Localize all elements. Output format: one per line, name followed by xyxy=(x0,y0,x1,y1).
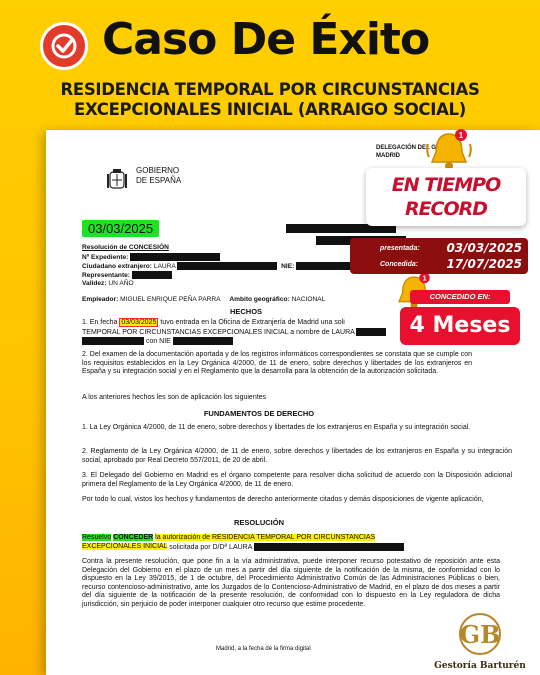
concedido-badge xyxy=(400,290,520,346)
deleg-line1: DELEGACIÓN DEL G xyxy=(376,145,436,151)
coat-of-arms-icon xyxy=(106,168,128,192)
government-label xyxy=(136,166,181,186)
hecho-1: 1. En fecha 03/03/2025 tuvo entrada en la Oficina de Extranjería de Madrid una soli TEMPORAL POR CIRCUNSTANCIAS EXCEPCIONALES INICIAL a nombre de LAURA con NIE xyxy=(82,319,472,346)
resuelvo-paragraph: Resuelvo CONCEDER la autorización de RESIDENCIA TEMPORAL POR CIRCUNSTANCIAS EXCEPCIONALES INICIAL solicitada por D/Dª LAURA xyxy=(82,534,512,552)
expediente-row: Nº Expediente: xyxy=(82,253,220,262)
document-footer: Madrid, a la fecha de la firma digital xyxy=(216,646,311,652)
hero-title: Caso De Éxito xyxy=(102,14,430,65)
record-line1: EN TIEMPO xyxy=(391,174,501,196)
meses-value: 4 Meses xyxy=(400,307,520,345)
dates-box xyxy=(350,238,528,274)
bell-badge: 1 xyxy=(422,275,427,283)
recurso-paragraph: Contra la presente resolución, que pone fin a la vía administrativa, puede interponer recurso potestativo de reposición ante esta Delegación del Gobierno en el plazo de un mes a partir del día siguiente de la notificación de la misma, de conformidad con lo dispuesto en la Ley 39/2015, de 1 de octubre, del Procedimiento Administrativo Común de las Administraciones Públicas o bien, recurso contencioso-administrativo, ante los Juzgados de lo Contencioso-Administrativo de Madrid, en el plazo de dos meses a partir del día siguiente de la notificación de la presente resolución, de conformidad con lo dispuesto en la Ley reguladora de dicha jurisdicción, sin perjuicio de poder interponer cualquier otro recurso que estime procedente. xyxy=(82,558,500,608)
hero-subtitle-line2: EXCEPCIONALES INICIAL (ARRAIGO SOCIAL) xyxy=(73,100,467,119)
highlighted-date: 03/03/2025 xyxy=(82,220,159,237)
gov-line1: GOBIERNO xyxy=(136,166,180,175)
fundamento-2: 2. Reglamento de la Ley Orgánica 4/2000, de 11 de enero, sobre derechos y libertades de los extranjeros en España y su integración social, aprobado por Real Decreto 557/2011, de 20 de abril. xyxy=(82,448,512,464)
svg-text:GB: GB xyxy=(459,620,501,649)
fundamento-1: 1. La Ley Orgánica 4/2000, de 11 de enero, sobre derechos y libertades de los extranjeros en España y su integración social. xyxy=(82,424,471,431)
bell-badge: 1 xyxy=(458,131,464,140)
hero-banner xyxy=(0,0,540,130)
ciudadano-row: Ciudadano extranjero: LAURA NIE: xyxy=(82,262,356,271)
hechos-title: HECHOS xyxy=(229,307,263,316)
hero-subtitle-line1: RESIDENCIA TEMPORAL POR CIRCUNSTANCIAS xyxy=(60,80,480,99)
fundamentos-close: Por todo lo cual, vistos los hechos y fundamentos de derecho anteriormente citados y demás disposiciones de vigente aplicación, xyxy=(82,496,484,503)
record-line2: RECORD xyxy=(404,198,488,220)
company-name: Gestoría Barturén xyxy=(434,661,526,671)
resolution-label: Resolución de CONCESIÓN xyxy=(82,244,169,251)
representante-row: Representante: xyxy=(82,271,172,280)
deleg-line2: MADRID xyxy=(376,153,400,159)
resolucion-title: RESOLUCIÓN xyxy=(233,518,284,527)
hecho-2: 2. Del examen de la documentación aportada y de los registros informáticos correspondientes se constata que se cumple con los requisitos establecidos en la Ley Orgánica 4/2000, de 11 de enero, sobre derechos y libertades de los extranjeros en España y su integración social y en el Reglamento que la desarrolla para la obtención de la autorización solicitada. xyxy=(82,351,472,376)
presentada-row: presentada: 03/03/2025 xyxy=(380,241,522,255)
concedida-row: Concedida: 17/07/2025 xyxy=(380,257,522,271)
fundamentos-title: FUNDAMENTOS DE DERECHO xyxy=(203,409,315,418)
check-circle-icon xyxy=(40,22,88,70)
concedido-caption: CONCEDIDO EN: xyxy=(410,290,510,304)
company-logo xyxy=(430,612,530,672)
record-badge xyxy=(366,168,526,226)
fundamento-3: 3. El Delegado del Gobierno en Madrid es el órgano competente para resolver dicha solicitud de acuerdo con la Disposición adicional primera del Reglamento de la Ley Orgánica 4/2000, de 11 de enero. xyxy=(82,472,512,488)
hechos-note: A los anteriores hechos les son de aplicación los siguientes xyxy=(82,394,267,401)
validez-row: Validez: UN AÑO xyxy=(82,280,134,287)
empleador-row: Empleador: MIGUEL ENRIQUE PEÑA PARRA Ambito geográfico: NACIONAL xyxy=(82,296,326,303)
gov-line2: DE ESPAÑA xyxy=(136,176,182,185)
